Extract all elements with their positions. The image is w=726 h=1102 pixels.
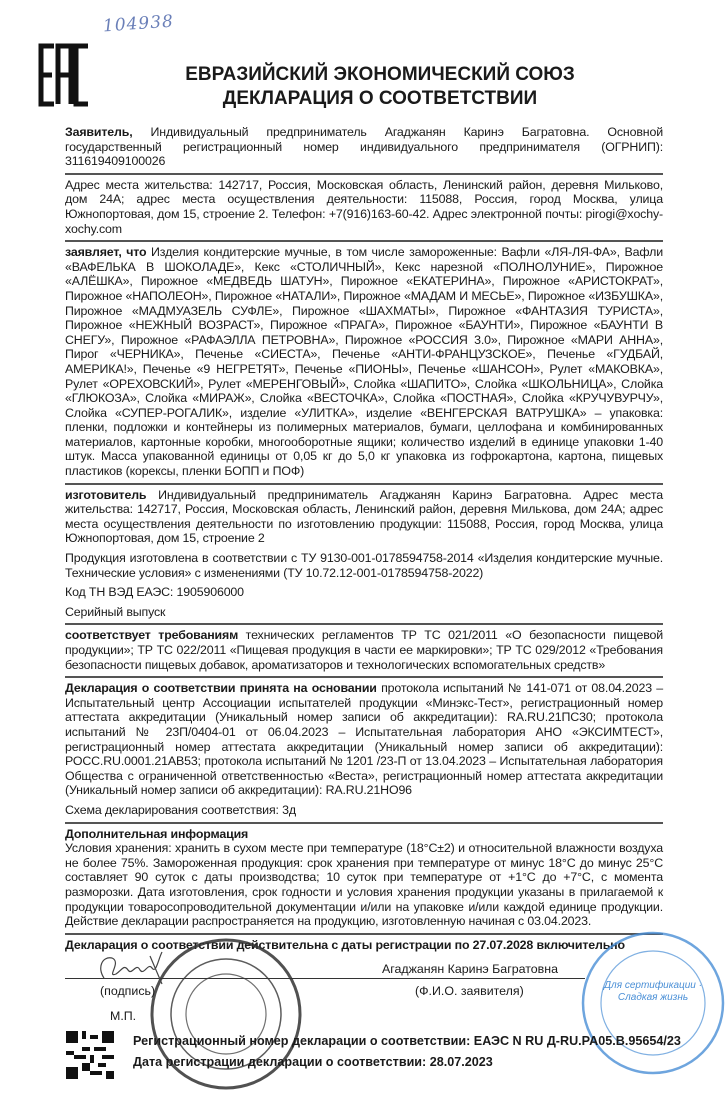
declares-section: [65, 245, 663, 479]
registration-date: Дата регистрации декларации о соответствии: 28.07.2023: [133, 1055, 493, 1070]
union-title: ЕВРАЗИЙСКИЙ ЭКОНОМИЧЕСКИЙ СОЮЗ: [185, 64, 575, 85]
additional-label: Дополнительная информация: [65, 826, 249, 841]
applicant-name: Агаджанян Каринэ Багратовна: [382, 962, 558, 977]
divider: [65, 240, 663, 242]
manufacturer-label: изготовитель: [65, 487, 147, 502]
conforms-text: технических регламентов ТР ТС 021/2011 «О безопасности пищевой продукции»; ТР ТС 022/2011 «Пищевая продукция в части ее маркировки»; ТР ТС 029/2012 «Требования безопасности пищевых добавок, ароматизаторов и технологических вспомогательных средств»: [65, 628, 663, 672]
conforms-label: соответствует требованиям: [65, 628, 239, 643]
additional-text: Условия хранения: хранить в сухом месте при температуре (18°С±2) и относительной влажности воздуха не более 75%. Замороженная продукция: срок хранения при температуре от минус 18°С до минус 25°С составляет 90 суток с даты производства; 10 суток при температуре от +1°С до +7°С, с момента разморозки. Дата изготовления, срок годности и условия хранения продукции указаны в прилагаемой к продукции товаросопроводительной документации и/или на упаковке и/или каждой единице продукции. Действие декларации распространяется на продукцию, изготовленную начиная с 03.04.2023.: [65, 841, 663, 929]
validity-text: Декларация о соответствии действительна с даты регистрации по 27.07.2028 включительно: [65, 937, 625, 952]
basis-section: [65, 681, 663, 798]
serial-production: Серийный выпуск: [65, 604, 166, 619]
declaration-body: [65, 0, 702, 1102]
products-text: Изделия кондитерские мучные, в том числе замороженные: Вафли «ЛЯ-ЛЯ-ФА», Вафли «ВАФЕЛЬКА В ШОКОЛАДЕ», Кекс «СТОЛИЧНЫЙ», Кекс нарезной «ПОЛНОЛУНИЕ», Пирожное «АЛЁШКА», Пирожное «МЕДВЕДЬ ШАТУН», Пирожное «ЕКАТЕРИНА», Пирожное «АРИСТОКРАТ», Пирожное «НАПОЛЕОН», Пирожное «НАТАЛИ», Пирожное «МАДАМ И МЕСЬЕ», Пирожное «ИЗБУШКА», Пирожное «МАДМУАЗЕЛЬ СУФЛЕ», Пирожное «ШАХМАТЫ», Пирожное «ФАНТАЗИЯ ТУРИСТА», Пирожное «НЕЖНЫЙ ВОЗРАСТ», Пирожное «ПРАГА», Пирожное «БАУНТИ», Пирожное «БАУНТИ В СНЕГУ», Пирожное «РАФАЭЛЛА ПЕТРОВНА», Пирожное «РОССИЯ 3.0», Пирожное «МАРИ АННА», Пирог «ЧЕРНИКА», Печенье «СИЕСТА», Печенье «АНТИ-ФРАНЦУЗСКОЕ», Печенье «ГУДБАЙ, АМЕРИКА!», Печенье «9 НЕГРЕТЯТ», Печенье «ПИОНЫ», Печенье «ШАНСОН», Рулет «МАКОВКА», Рулет «ОРЕХОВСКИЙ», Рулет «МЕРЕНГОВЫЙ», Слойка «ШАПИТО», Слойка «ШКОЛЬНИЦА», Слойка «ГЛЮКОЗА», Слойка «МИРАЖ», Слойка «ВЕСТОЧКА», Слойка «ПОСТНАЯ», Слойка «КРУЧУВУРЧУ», Слойка «СУПЕР-РОГАЛИК», изделие «УЛИТКА», изделие «ВЕНГЕРСКАЯ ВАТРУШКА» – упаковка: пленки, подложки и контейнеры из полимерных материалов, бумаги, целлофана и комбинированных материалов, картонные коробки, многооборотные ящики; количество изделий в единице упаковки 1-40 штук. Масса упакованной единицы от 0,05 кг до 5,0 кг упаковка из гофрокартона, картона, пищевых пластиков (корексы, пленки БОПП и ПОФ): [65, 245, 664, 479]
divider: [65, 173, 663, 175]
divider: [65, 623, 663, 625]
qr-code: [66, 1031, 114, 1079]
handwritten-number: 104938: [102, 11, 175, 37]
manufacturer-section: [65, 488, 663, 546]
hs-code: Код ТН ВЭД ЕАЭС: 1905906000: [65, 585, 244, 600]
document-title: ДЕКЛАРАЦИЯ О СООТВЕТСТВИИ: [222, 88, 538, 109]
divider: [65, 483, 663, 485]
basis-label: Декларация о соответствии принята на основании: [65, 681, 377, 696]
applicant-text: Индивидуальный предприниматель Агаджанян Каринэ Багратовна. Основной государственный регистрационный номер индивидуального предпринимателя (ОГРНИП): 311619409100026: [65, 125, 663, 169]
handwritten-signature: [92, 948, 172, 988]
additional-heading: [65, 827, 663, 842]
registration-number: Регистрационный номер декларации о соответствии: ЕАЭС N RU Д-RU.PA05.B.95654/23: [133, 1034, 681, 1049]
applicant-label: Заявитель,: [65, 125, 133, 139]
blue-stamp-text: Для сертификации · Сладкая жизнь: [604, 980, 702, 1004]
divider: [65, 933, 663, 935]
conforms-section: [65, 628, 663, 672]
signature-label: (подпись): [100, 984, 156, 999]
basis-text: протокола испытаний № 141-071 от 08.04.2023 – Испытательный центр Ассоциации испытателей продукции «Минэкс-Тест», регистрационный номер аттестата аккредитации (Уникальный номер записи об аккредитации): RA.RU.21ПС30; протокола испытаний № 23П/0404-01 от 06.04.2023 – Испытательная лаборатория АНО «ЭКСИМТЕСТ», регистрационный номер аттестата аккредитации (Уникальный номер записи об аккредитации): РОСС.RU.0001.21АВ53; протокола испытаний № 1201 /23-П от 13.04.2023 – Испытательная лаборатория Общества с ограниченной ответственностью «Веста», регистрационный номер аттестата аккредитации (Уникальный номер записи об аккредитации): RA.RU.21HO96: [65, 681, 664, 798]
divider: [65, 822, 663, 824]
name-label: (Ф.И.О. заявителя): [415, 984, 524, 999]
signature-block: [0, 952, 726, 1102]
produced-per-spec: Продукция изготовлена в соответствии с ТУ 9130-001-0178594758-2014 «Изделия кондитерские мучные. Технические условия» с изменениями (ТУ 10.72.12-001-0178594758-2022): [65, 551, 663, 580]
manufacturer-text: Индивидуальный предприниматель Агаджанян Каринэ Багратовна. Адрес места жительства: 142717, Россия, Московская область, Ленинский район, деревня Милькова, дом 24А; адрес места осуществления деятельности по изготовлению продукции: 115088, Россия, город Москва, улица Южнопортовая, дом 15, строение 2: [65, 487, 663, 546]
applicant-section: [65, 125, 663, 169]
declares-label: заявляет, что: [65, 245, 147, 260]
address-section: Адрес места жительства: 142717, Россия, Московская область, Ленинский район, деревня Мильково, дом 24А; адрес места осуществления деятельности: 115088, Россия, город Москва, улица Южнопортовая, дом 15, строение 2. Телефон: +7(916)163-60-42. Адрес электронной почты: pirogi@xochy-xochy.com: [65, 177, 663, 236]
divider: [65, 676, 663, 678]
declaration-scheme: Схема декларирования соответствия: 3д: [65, 802, 296, 817]
stamp-place-label: М.П.: [110, 1009, 137, 1024]
